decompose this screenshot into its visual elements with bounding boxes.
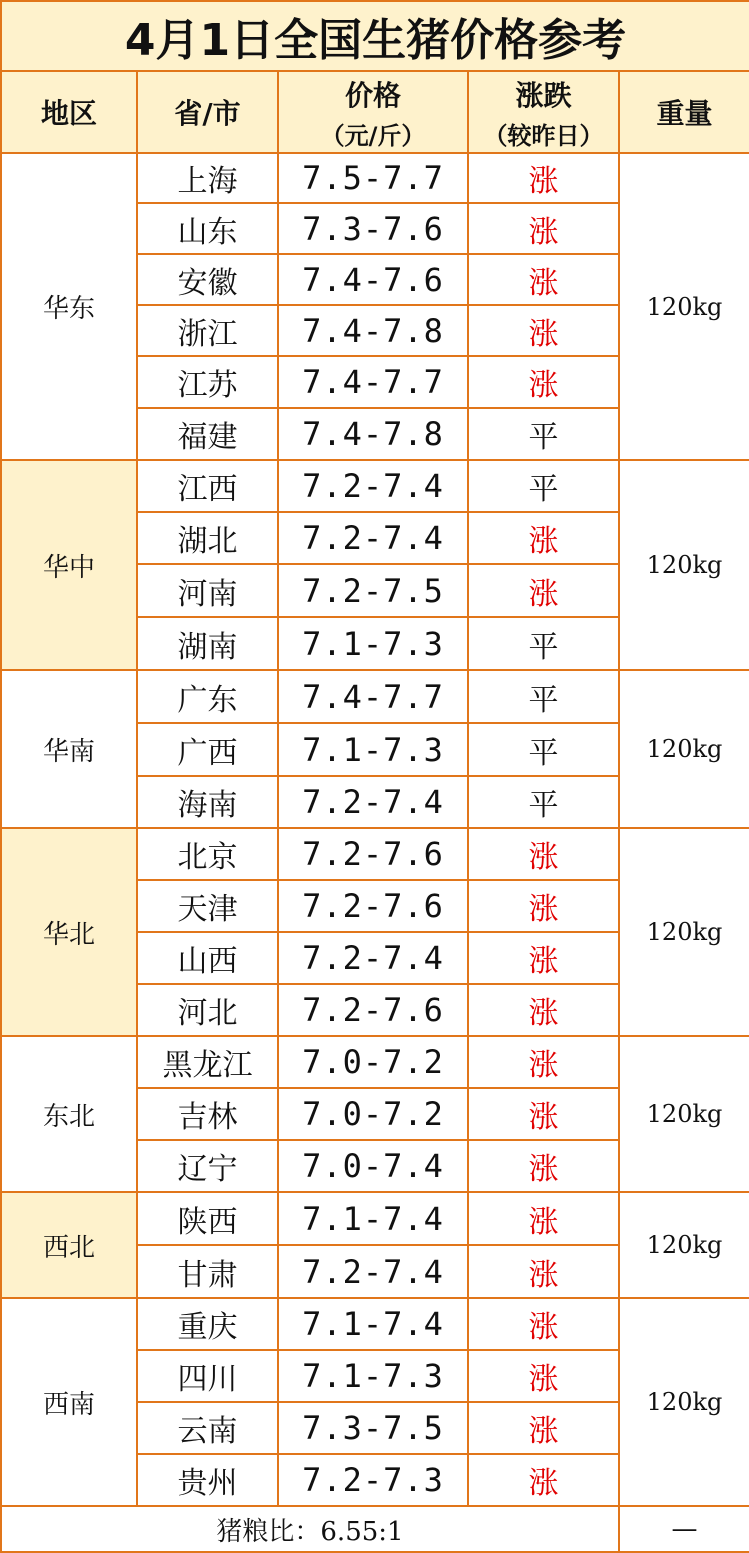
change-cell: 涨 bbox=[468, 984, 619, 1036]
header-province: 省/市 bbox=[137, 71, 278, 153]
province-cell: 云南 bbox=[137, 1402, 278, 1454]
page-title: 4月1日全国生猪价格参考 bbox=[1, 1, 749, 71]
province-cell: 天津 bbox=[137, 880, 278, 932]
province-cell: 河南 bbox=[137, 564, 278, 617]
price-cell: 7.2-7.6 bbox=[278, 880, 468, 932]
change-cell: 涨 bbox=[468, 1192, 619, 1245]
price-cell: 7.2-7.4 bbox=[278, 776, 468, 828]
price-cell: 7.2-7.4 bbox=[278, 1245, 468, 1298]
change-cell: 涨 bbox=[468, 1140, 619, 1192]
footer-row bbox=[1, 1506, 749, 1552]
hog-grain-ratio: 猪粮比：6.55:1 bbox=[1, 1506, 619, 1552]
change-cell: 涨 bbox=[468, 932, 619, 984]
weight-cell: 120kg bbox=[619, 1036, 749, 1192]
change-cell: 涨 bbox=[468, 356, 619, 408]
weight-cell: 120kg bbox=[619, 828, 749, 1036]
region-cell: 华中 bbox=[1, 460, 137, 670]
price-cell: 7.0-7.4 bbox=[278, 1140, 468, 1192]
table-row bbox=[1, 670, 749, 723]
province-cell: 广西 bbox=[137, 723, 278, 776]
change-cell: 平 bbox=[468, 408, 619, 460]
province-cell: 江苏 bbox=[137, 356, 278, 408]
change-cell: 涨 bbox=[468, 1245, 619, 1298]
province-cell: 四川 bbox=[137, 1350, 278, 1402]
province-cell: 甘肃 bbox=[137, 1245, 278, 1298]
change-cell: 涨 bbox=[468, 153, 619, 203]
price-cell: 7.3-7.5 bbox=[278, 1402, 468, 1454]
price-cell: 7.2-7.4 bbox=[278, 932, 468, 984]
header-change bbox=[468, 71, 619, 153]
province-cell: 北京 bbox=[137, 828, 278, 880]
province-cell: 湖南 bbox=[137, 617, 278, 670]
change-cell: 涨 bbox=[468, 305, 619, 356]
change-cell: 平 bbox=[468, 723, 619, 776]
region-cell: 华南 bbox=[1, 670, 137, 828]
price-cell: 7.2-7.4 bbox=[278, 512, 468, 564]
province-cell: 吉林 bbox=[137, 1088, 278, 1140]
price-cell: 7.1-7.3 bbox=[278, 617, 468, 670]
header-region: 地区 bbox=[1, 71, 137, 153]
region-cell: 华东 bbox=[1, 153, 137, 460]
region-cell: 东北 bbox=[1, 1036, 137, 1192]
change-cell: 涨 bbox=[468, 828, 619, 880]
price-cell: 7.4-7.8 bbox=[278, 305, 468, 356]
table-row bbox=[1, 460, 749, 512]
price-cell: 7.3-7.6 bbox=[278, 203, 468, 254]
change-cell: 涨 bbox=[468, 564, 619, 617]
price-cell: 7.1-7.3 bbox=[278, 1350, 468, 1402]
province-cell: 江西 bbox=[137, 460, 278, 512]
price-cell: 7.0-7.2 bbox=[278, 1036, 468, 1088]
province-cell: 贵州 bbox=[137, 1454, 278, 1506]
change-cell: 涨 bbox=[468, 1402, 619, 1454]
header-price bbox=[278, 71, 468, 153]
price-cell: 7.4-7.8 bbox=[278, 408, 468, 460]
change-cell: 涨 bbox=[468, 1454, 619, 1506]
header-change-note: （较昨日） bbox=[483, 121, 604, 150]
weight-cell: 120kg bbox=[619, 1298, 749, 1506]
province-cell: 安徽 bbox=[137, 254, 278, 305]
change-cell: 平 bbox=[468, 617, 619, 670]
table-row bbox=[1, 828, 749, 880]
change-cell: 涨 bbox=[468, 512, 619, 564]
price-cell: 7.0-7.2 bbox=[278, 1088, 468, 1140]
price-cell: 7.4-7.6 bbox=[278, 254, 468, 305]
price-cell: 7.2-7.6 bbox=[278, 828, 468, 880]
weight-cell: 120kg bbox=[619, 1192, 749, 1298]
change-cell: 涨 bbox=[468, 1350, 619, 1402]
table-row bbox=[1, 1192, 749, 1245]
weight-cell: 120kg bbox=[619, 670, 749, 828]
province-cell: 黑龙江 bbox=[137, 1036, 278, 1088]
header-price-label: 价格 bbox=[344, 78, 401, 112]
change-cell: 涨 bbox=[468, 880, 619, 932]
change-cell: 涨 bbox=[468, 254, 619, 305]
table-row bbox=[1, 1036, 749, 1088]
footer-dash: — bbox=[619, 1506, 749, 1552]
weight-cell: 120kg bbox=[619, 460, 749, 670]
change-cell: 涨 bbox=[468, 1088, 619, 1140]
table-row bbox=[1, 153, 749, 203]
change-cell: 涨 bbox=[468, 203, 619, 254]
province-cell: 陕西 bbox=[137, 1192, 278, 1245]
table-row bbox=[1, 1298, 749, 1350]
province-cell: 河北 bbox=[137, 984, 278, 1036]
change-cell: 涨 bbox=[468, 1036, 619, 1088]
price-cell: 7.2-7.4 bbox=[278, 460, 468, 512]
price-cell: 7.4-7.7 bbox=[278, 356, 468, 408]
price-cell: 7.2-7.5 bbox=[278, 564, 468, 617]
weight-cell: 120kg bbox=[619, 153, 749, 460]
change-cell: 平 bbox=[468, 670, 619, 723]
price-cell: 7.1-7.4 bbox=[278, 1192, 468, 1245]
table-header-row bbox=[1, 71, 749, 153]
province-cell: 海南 bbox=[137, 776, 278, 828]
change-cell: 平 bbox=[468, 776, 619, 828]
province-cell: 广东 bbox=[137, 670, 278, 723]
province-cell: 湖北 bbox=[137, 512, 278, 564]
province-cell: 福建 bbox=[137, 408, 278, 460]
price-cell: 7.2-7.6 bbox=[278, 984, 468, 1036]
province-cell: 重庆 bbox=[137, 1298, 278, 1350]
price-cell: 7.5-7.7 bbox=[278, 153, 468, 203]
price-cell: 7.2-7.3 bbox=[278, 1454, 468, 1506]
province-cell: 山西 bbox=[137, 932, 278, 984]
province-cell: 浙江 bbox=[137, 305, 278, 356]
price-cell: 7.4-7.7 bbox=[278, 670, 468, 723]
price-cell: 7.1-7.4 bbox=[278, 1298, 468, 1350]
region-cell: 西南 bbox=[1, 1298, 137, 1506]
header-price-unit: （元/斤） bbox=[320, 121, 426, 150]
region-cell: 华北 bbox=[1, 828, 137, 1036]
header-weight: 重量 bbox=[619, 71, 749, 153]
province-cell: 上海 bbox=[137, 153, 278, 203]
province-cell: 辽宁 bbox=[137, 1140, 278, 1192]
price-cell: 7.1-7.3 bbox=[278, 723, 468, 776]
header-change-label: 涨跌 bbox=[515, 78, 572, 112]
region-cell: 西北 bbox=[1, 1192, 137, 1298]
province-cell: 山东 bbox=[137, 203, 278, 254]
change-cell: 平 bbox=[468, 460, 619, 512]
change-cell: 涨 bbox=[468, 1298, 619, 1350]
